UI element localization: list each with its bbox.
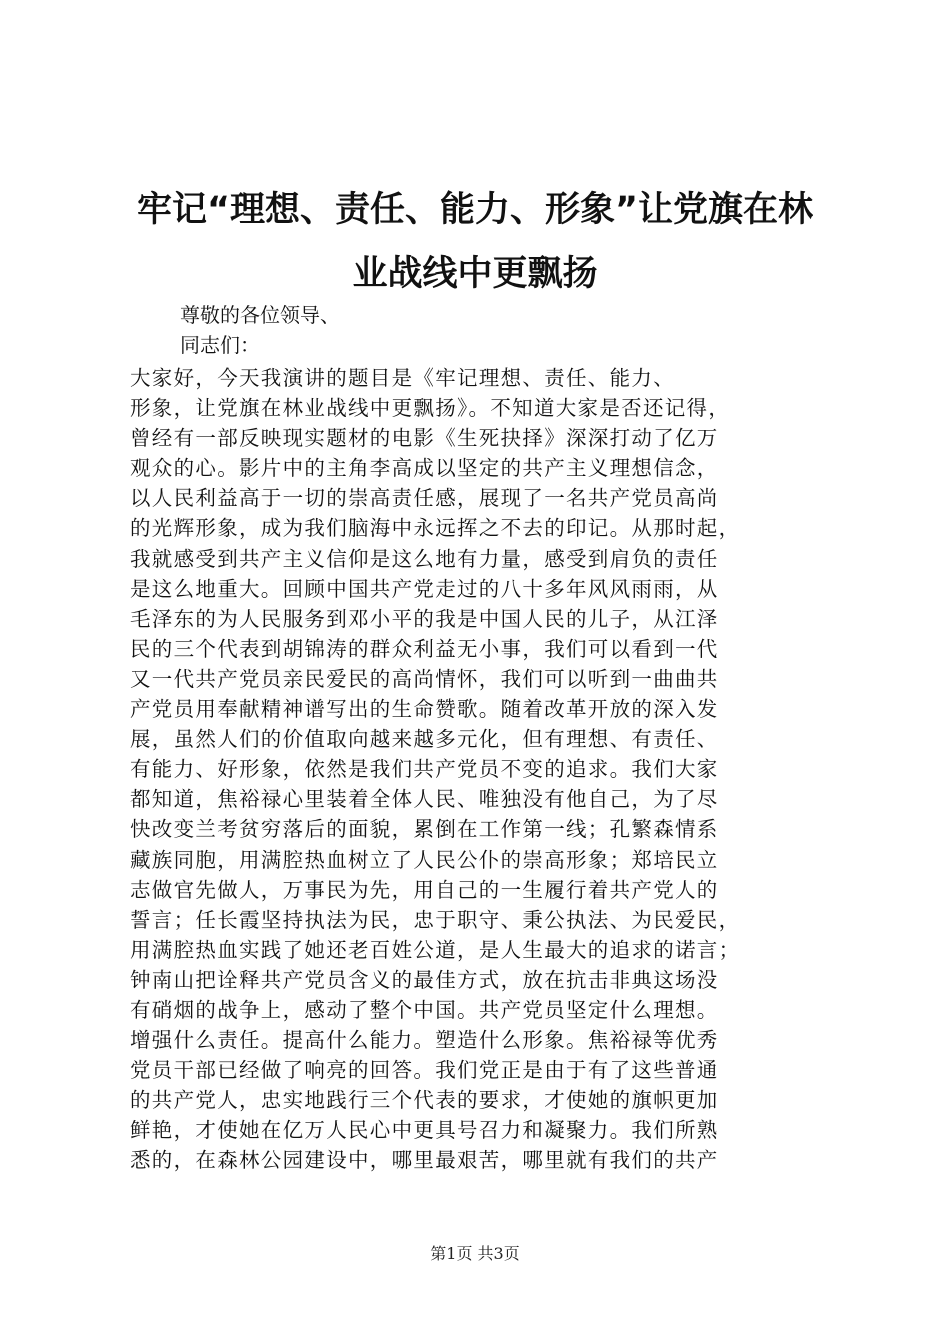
title-line-1: 牢记“理想、责任、能力、形象”让党旗在林: [136, 190, 813, 230]
body-line: 快改变兰考贫穷落后的面貌，累倒在工作第一线；孔繁森情系: [130, 817, 719, 842]
body-line: 大家好，今天我演讲的题目是《牢记理想、责任、能力、: [130, 366, 675, 390]
body-line: 又一代共产党员亲民爱民的高尚情怀，我们可以听到一曲曲共: [130, 666, 719, 691]
body-line: 观众的心。影片中的主角李高成以坚定的共产主义理想信念，: [130, 456, 719, 481]
body-line: 展，虽然人们的价值取向越来越多元化，但有理想、有责任、: [130, 727, 719, 752]
body-line: 悉的，在森林公园建设中，哪里最艰苦，哪里就有我们的共产: [130, 1148, 719, 1173]
body-line: 增强什么责任。提高什么能力。塑造什么形象。焦裕禄等优秀: [130, 1028, 719, 1053]
greeting-line-1: 尊敬的各位领导、: [180, 303, 340, 327]
body-line: 志做官先做人，万事民为先，用自己的一生履行着共产党人的: [130, 877, 719, 902]
body-line: 曾经有一部反映现实题材的电影《生死抉择》深深打动了亿万: [130, 426, 719, 451]
document-title: [120, 178, 830, 306]
body-line: 鲜艳，才使她在亿万人民心中更具号召力和凝聚力。我们所熟: [130, 1118, 719, 1143]
body-line: 产党员用奉献精神谱写出的生命赞歌。随着改革开放的深入发: [130, 697, 719, 722]
body-line: 用满腔热血实践了她还老百姓公道，是人生最大的追求的诺言；: [130, 937, 741, 962]
body-line: 毛泽东的为人民服务到邓小平的我是中国人民的儿子，从江泽: [130, 606, 719, 631]
body-line: 钟南山把诠释共产党员含义的最佳方式，放在抗击非典这场没: [130, 967, 719, 992]
body-line: 有能力、好形象，依然是我们共产党员不变的追求。我们大家: [130, 757, 719, 782]
body-line: 有硝烟的战争上，感动了整个中国。共产党员坚定什么理想。: [130, 997, 719, 1022]
body-line: 都知道，焦裕禄心里装着全体人民、唯独没有他自己，为了尽: [130, 787, 719, 812]
body-line: 民的三个代表到胡锦涛的群众利益无小事，我们可以看到一代: [130, 636, 719, 661]
body-line: 的共产党人，忠实地践行三个代表的要求，才使她的旗帜更加: [130, 1088, 719, 1113]
body-line: 是这么地重大。回顾中国共产党走过的八十多年风风雨雨，从: [130, 576, 719, 601]
body-paragraph: [130, 363, 830, 1176]
greeting-line-2: 同志们：: [180, 333, 260, 357]
body-line: 以人民利益高于一切的崇高责任感，展现了一名共产党员高尚: [130, 486, 719, 511]
body-line: 的光辉形象，成为我们脑海中永远挥之不去的印记。从那时起，: [130, 516, 741, 541]
body-line: 誓言；任长霞坚持执法为民，忠于职守、秉公执法、为民爱民，: [130, 907, 741, 932]
page-footer: 第1页 共3页: [430, 1244, 520, 1263]
body-line: 我就感受到共产主义信仰是这么地有力量，感受到肩负的责任: [130, 546, 719, 571]
body-line: 党员干部已经做了响亮的回答。我们党正是由于有了这些普通: [130, 1058, 719, 1083]
body-line: 藏族同胞，用满腔热血树立了人民公仆的崇高形象；郑培民立: [130, 847, 719, 872]
body-line: 形象，让党旗在林业战线中更飘扬》。不知道大家是否还记得，: [130, 396, 731, 421]
title-line-2: 业战线中更飘扬: [352, 254, 598, 294]
